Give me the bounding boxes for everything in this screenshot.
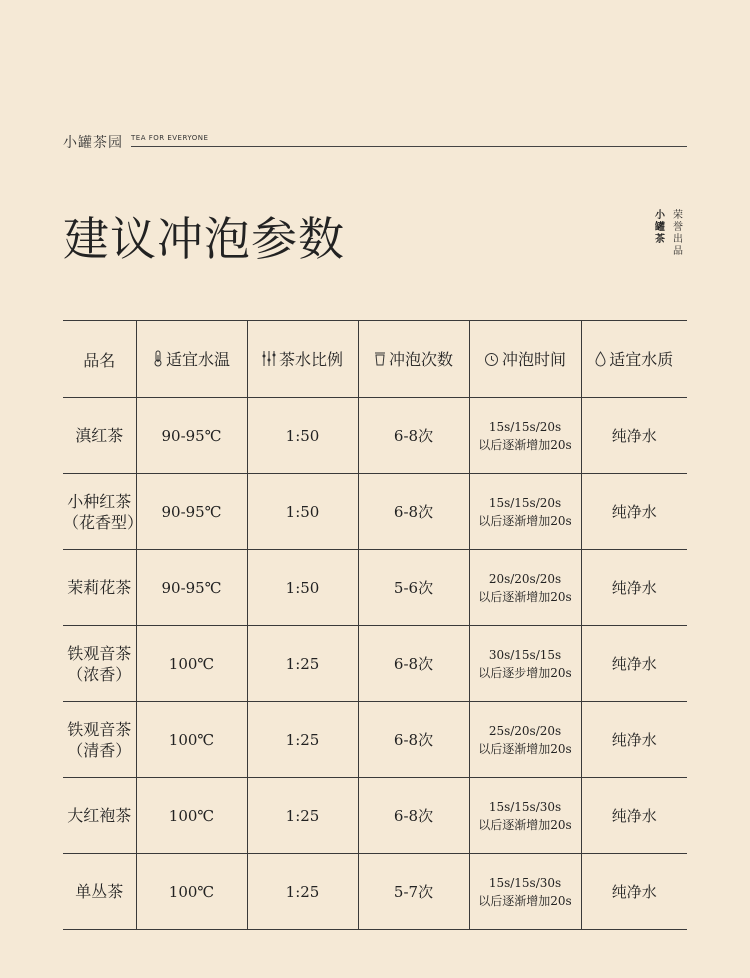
table-row	[63, 626, 687, 702]
tea-water-ratio: 1:25	[247, 778, 358, 854]
tea-name-line2: （清香）	[67, 740, 132, 760]
brew-count: 5-7次	[358, 854, 469, 930]
brew-time	[469, 854, 581, 930]
water-temperature: 100℃	[136, 854, 247, 930]
column-header-label: 茶水比例	[278, 350, 343, 369]
water-temperature: 100℃	[136, 702, 247, 778]
tea-water-ratio: 1:50	[247, 398, 358, 474]
table-row	[63, 702, 687, 778]
tea-name-line2: （浓香）	[67, 664, 132, 684]
brew-count: 6-8次	[358, 626, 469, 702]
brew-time	[469, 702, 581, 778]
column-header-temperature	[136, 321, 247, 398]
tea-water-ratio: 1:25	[247, 854, 358, 930]
column-header-water	[581, 321, 687, 398]
tea-water-ratio: 1:50	[247, 550, 358, 626]
brew-time-line1: 30s/15s/15s	[488, 647, 562, 662]
brew-time	[469, 474, 581, 550]
water-type: 纯净水	[581, 778, 687, 854]
page-title: 建议冲泡参数	[63, 212, 345, 266]
brew-time-line2: 以后逐渐增加20s	[478, 741, 572, 756]
brew-time-line1: 15s/15s/20s	[488, 495, 562, 510]
tea-name	[63, 398, 136, 474]
table-row	[63, 550, 687, 626]
column-header-time	[469, 321, 581, 398]
column-header-name	[63, 321, 136, 398]
cup-icon	[374, 350, 386, 371]
brew-time-line2: 以后逐步增加20s	[478, 665, 572, 680]
tea-name-line1: 茉莉花茶	[67, 578, 132, 597]
brew-time	[469, 626, 581, 702]
brew-count: 5-6次	[358, 550, 469, 626]
clock-icon	[484, 352, 499, 371]
table-row	[63, 398, 687, 474]
brew-time	[469, 778, 581, 854]
brew-time-line2: 以后逐渐增加20s	[478, 893, 572, 908]
tea-name-line2: （花香型）	[63, 512, 144, 532]
brew-time-line1: 15s/15s/30s	[488, 875, 562, 890]
water-type: 纯净水	[581, 550, 687, 626]
ratio-icon	[262, 350, 276, 371]
brew-count: 6-8次	[358, 778, 469, 854]
brew-count: 6-8次	[358, 398, 469, 474]
brew-time-line2: 以后逐渐增加20s	[478, 589, 572, 604]
water-type: 纯净水	[581, 854, 687, 930]
seal-right-text: 荣 誉 出 品	[673, 210, 683, 257]
column-header-label: 适宜水质	[609, 350, 674, 369]
brew-time-line2: 以后逐渐增加20s	[478, 817, 572, 832]
brew-time	[469, 398, 581, 474]
brew-time-line1: 15s/15s/20s	[488, 419, 562, 434]
table-header-row	[63, 321, 687, 398]
brew-count: 6-8次	[358, 702, 469, 778]
column-header-count	[358, 321, 469, 398]
tea-name-line1: 大红袍茶	[67, 806, 132, 825]
tagline: TEA FOR EVERYONE	[131, 134, 209, 142]
tea-name-line1: 铁观音茶	[67, 643, 132, 663]
column-header-label: 冲泡次数	[388, 350, 453, 369]
tea-name	[63, 550, 136, 626]
water-type: 纯净水	[581, 398, 687, 474]
brand-seal	[652, 210, 688, 266]
column-header-label: 冲泡时间	[501, 350, 566, 369]
water-temperature: 90-95℃	[136, 398, 247, 474]
tea-name-line1: 铁观音茶	[67, 719, 132, 739]
seal-left-text: 小 罐 茶	[655, 210, 665, 245]
water-temperature: 100℃	[136, 626, 247, 702]
brew-time-line1: 20s/20s/20s	[488, 571, 562, 586]
tea-water-ratio: 1:50	[247, 474, 358, 550]
tea-name	[63, 626, 136, 702]
brew-count: 6-8次	[358, 474, 469, 550]
tea-water-ratio: 1:25	[247, 702, 358, 778]
tea-name	[63, 702, 136, 778]
water-temperature: 90-95℃	[136, 550, 247, 626]
brew-time-line2: 以后逐渐增加20s	[478, 513, 572, 528]
water-type: 纯净水	[581, 626, 687, 702]
brew-time-line2: 以后逐渐增加20s	[478, 437, 572, 452]
column-header-label: 适宜水温	[165, 350, 230, 369]
tea-name-line1: 单丛茶	[75, 882, 124, 901]
water-temperature: 100℃	[136, 778, 247, 854]
brew-time-line1: 15s/15s/30s	[488, 799, 562, 814]
table-row	[63, 854, 687, 930]
water-type: 纯净水	[581, 474, 687, 550]
header	[63, 128, 687, 151]
brand-name: 小罐茶园	[63, 135, 123, 151]
tea-water-ratio: 1:25	[247, 626, 358, 702]
tea-name	[63, 778, 136, 854]
brew-time-line1: 25s/20s/20s	[488, 723, 562, 738]
thermometer-icon	[153, 350, 163, 371]
table-row	[63, 778, 687, 854]
header-divider	[131, 146, 687, 147]
brewing-parameters-table	[63, 320, 687, 930]
water-type: 纯净水	[581, 702, 687, 778]
tea-name-line1: 滇红茶	[75, 426, 124, 445]
tea-name-line1: 小种红茶	[67, 491, 132, 511]
water-temperature: 90-95℃	[136, 474, 247, 550]
tea-name	[63, 474, 144, 550]
brew-time	[469, 550, 581, 626]
column-header-label: 品名	[83, 350, 116, 370]
water-drop-icon	[595, 351, 606, 371]
table-row	[63, 474, 687, 550]
column-header-ratio	[247, 321, 358, 398]
tea-name	[63, 854, 136, 930]
